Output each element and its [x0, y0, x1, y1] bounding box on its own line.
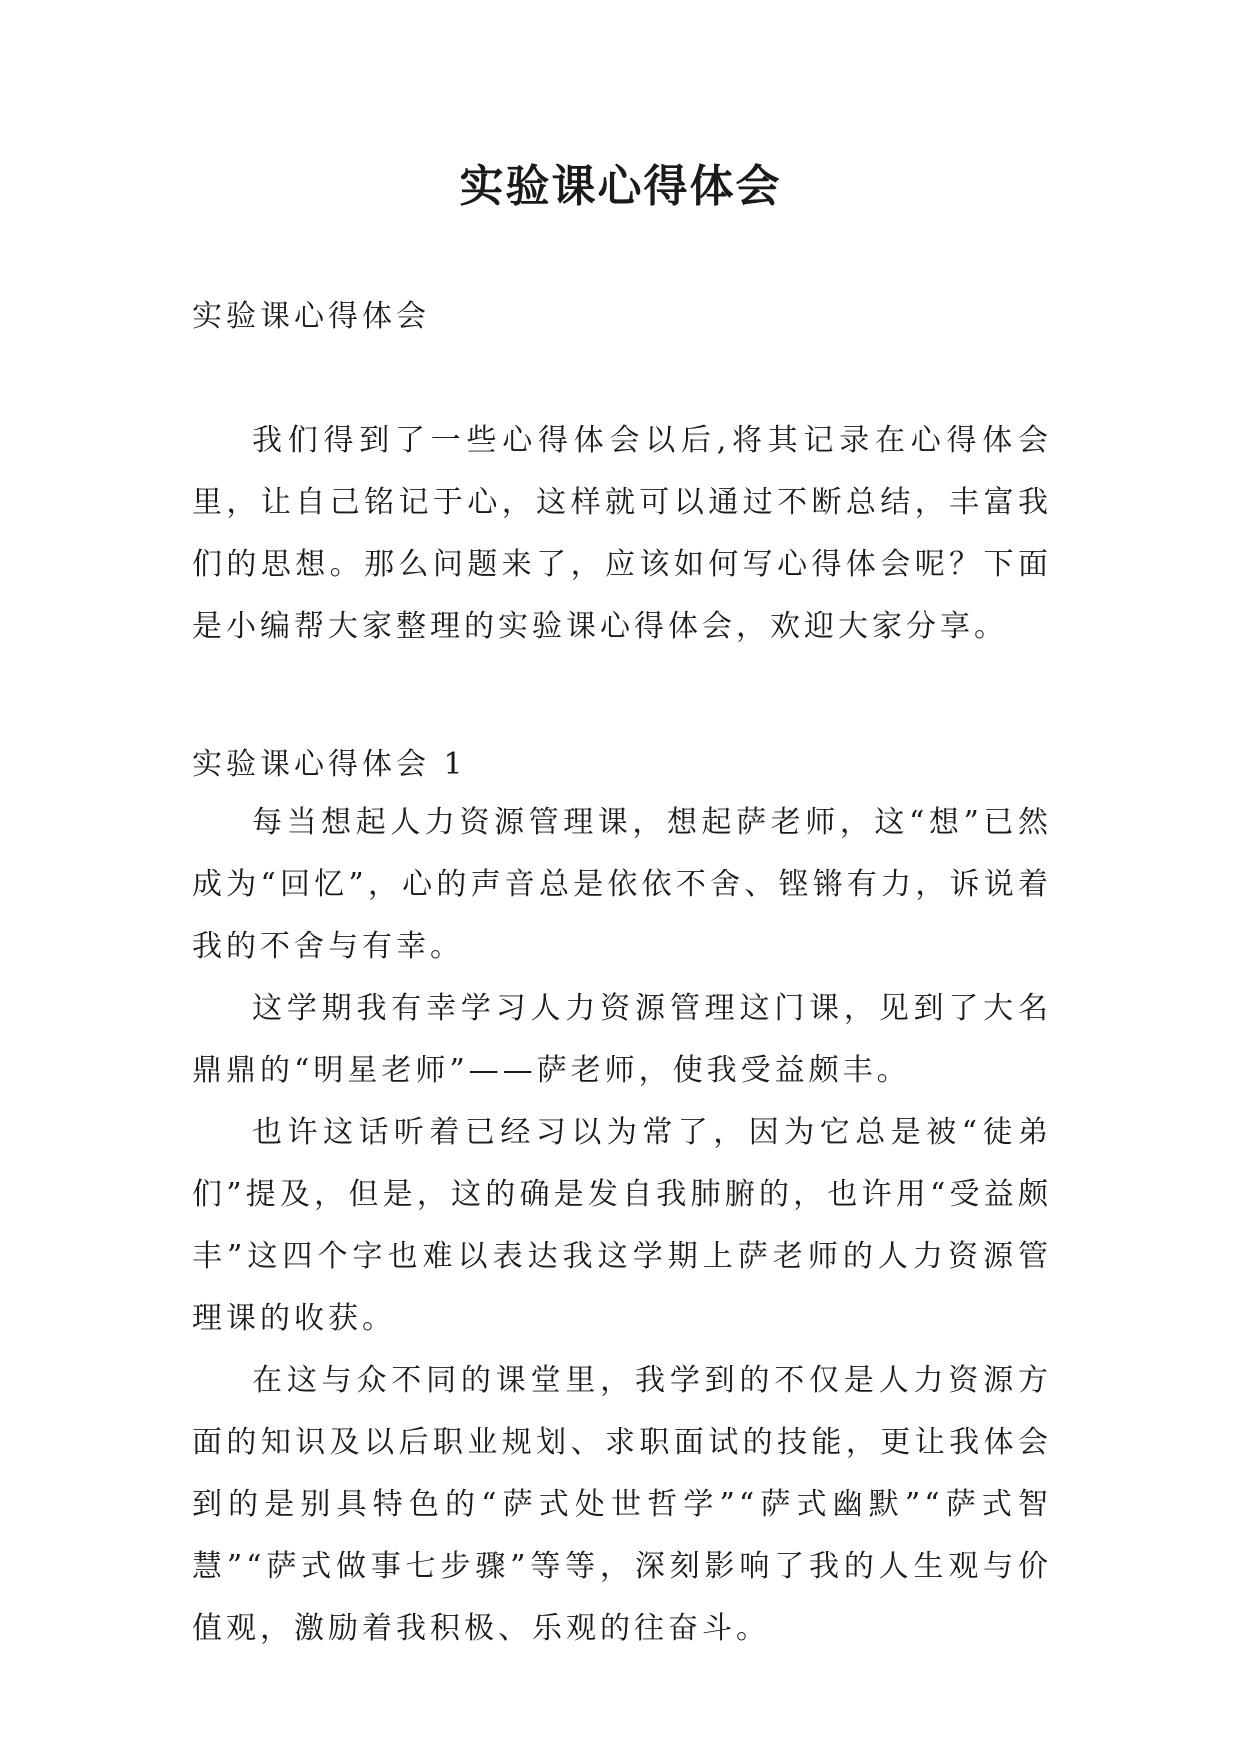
document-title: 实验课心得体会: [459, 161, 782, 212]
spacer: [192, 344, 1052, 410]
section-paragraph: 也许这话听着已经习以为常了，因为它总是被“徒弟们”提及，但是，这的确是发自我肺腑的，也许用“受益颇丰”这四个字也难以表达我这学期上萨老师的人力资源管理课的收获。: [192, 1115, 1052, 1336]
section-paragraph: 每当想起人力资源管理课，想起萨老师，这“想”已然成为“回忆”，心的声音总是依依不舍、铿锵有力，诉说着我的不舍与有幸。: [192, 805, 1052, 964]
document-subtitle: 实验课心得体会: [192, 299, 430, 334]
spacer: [192, 658, 1052, 738]
section-paragraph: 在这与众不同的课堂里，我学到的不仅是人力资源方面的知识及以后职业规划、求职面试的技能，更让我体会到的是别具特色的“萨式处世哲学”“萨式幽默”“萨式智慧”“萨式做事七步骤”等等，深刻影响了我的人生观与价值观，激励着我积极、乐观的往奋斗。: [192, 1363, 1052, 1646]
document-body: [192, 290, 1052, 1660]
section-paragraph: 这学期我有幸学习人力资源管理这门课，见到了大名鼎鼎的“明星老师”——萨老师，使我受益颇丰。: [192, 991, 1052, 1088]
intro-paragraph: 我们得到了一些心得体会以后,将其记录在心得体会里，让自己铭记于心，这样就可以通过不断总结，丰富我们的思想。那么问题来了，应该如何写心得体会呢？下面是小编帮大家整理的实验课心得体会，欢迎大家分享。: [192, 423, 1052, 644]
section-heading: 实验课心得体会 1: [192, 747, 467, 782]
